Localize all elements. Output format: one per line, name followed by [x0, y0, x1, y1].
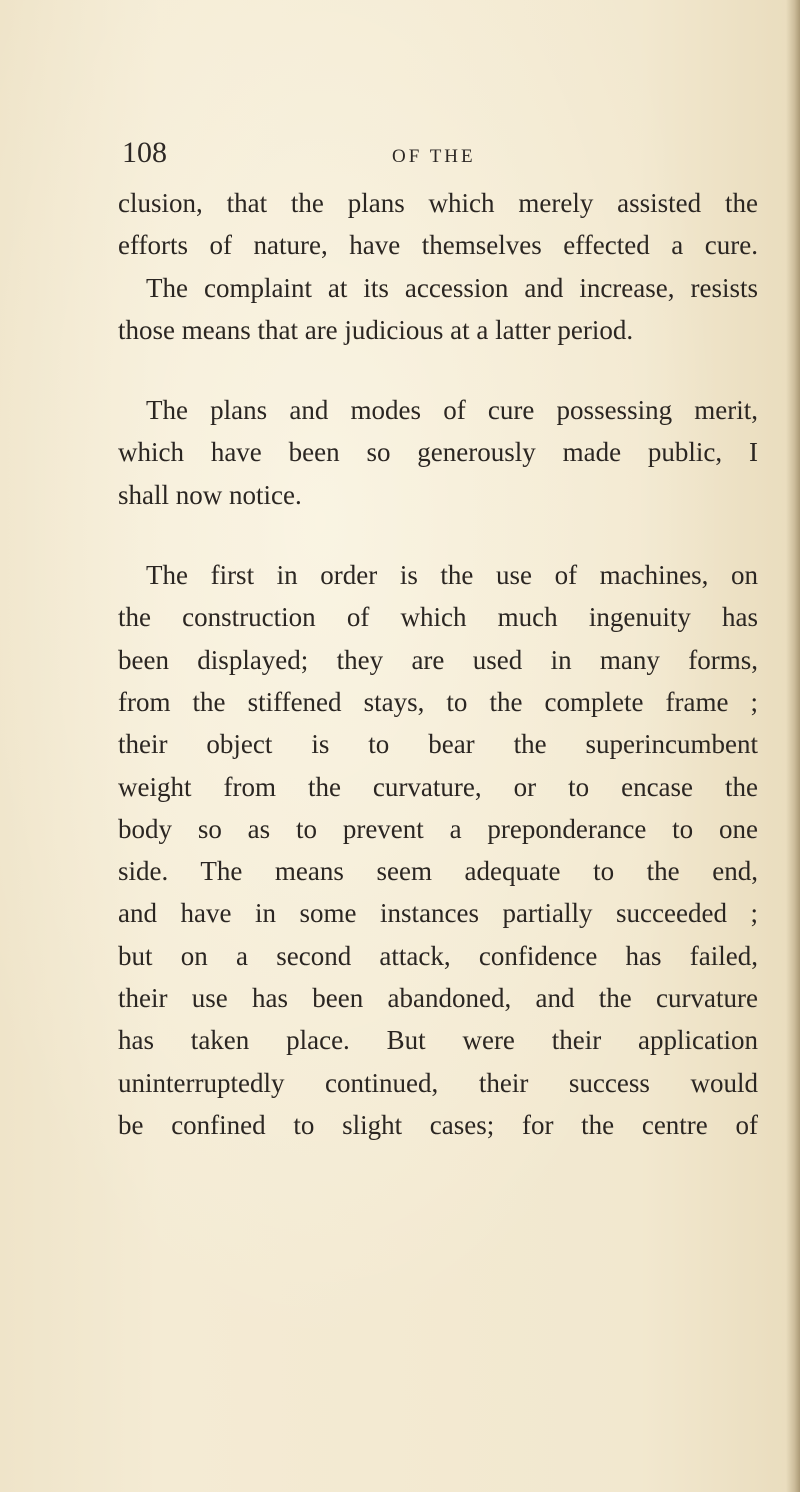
- text-line: side. The means seem adequate to the end,: [118, 856, 758, 887]
- paragraph-gap: [118, 351, 758, 389]
- text-line: clusion, that the plans which merely assisted the: [118, 188, 758, 218]
- text-line: from the stiffened stays, to the complete frame ;: [118, 686, 758, 717]
- text-line: uninterruptedly continued, their success would: [118, 1067, 758, 1098]
- running-head: OF THE: [392, 146, 476, 167]
- text-line: their use has been abandoned, and the curvature: [118, 983, 758, 1014]
- page-number: 108: [122, 136, 167, 169]
- text-line: has taken place. But were their application: [118, 1025, 758, 1056]
- text-line: efforts of nature, have themselves effected a cure.: [118, 230, 758, 261]
- text-line: The first in order is the use of machines, on: [146, 560, 758, 591]
- text-line: and have in some instances partially succeeded ;: [118, 898, 758, 929]
- body-text: [118, 182, 758, 1146]
- text-line: which have been so generously made public, I: [118, 437, 758, 468]
- text-line: be confined to slight cases; for the centre of: [118, 1109, 758, 1140]
- text-line: The complaint at its accession and increase, resists: [146, 272, 758, 303]
- text-line: the construction of which much ingenuity has: [118, 602, 758, 633]
- text-line: weight from the curvature, or to encase the: [118, 771, 758, 802]
- text-line: those means that are judicious at a latter period.: [118, 314, 634, 345]
- text-line: been displayed; they are used in many forms,: [118, 644, 758, 675]
- text-line: The plans and modes of cure possessing merit,: [146, 395, 758, 426]
- text-line: body so as to prevent a preponderance to one: [118, 813, 758, 844]
- text-line: their object is to bear the superincumbent: [118, 729, 758, 760]
- text-line: but on a second attack, confidence has failed,: [118, 940, 758, 971]
- page-edge-shadow: [786, 0, 800, 1492]
- text-line: shall now notice.: [118, 479, 302, 510]
- paragraph-gap: [118, 516, 758, 554]
